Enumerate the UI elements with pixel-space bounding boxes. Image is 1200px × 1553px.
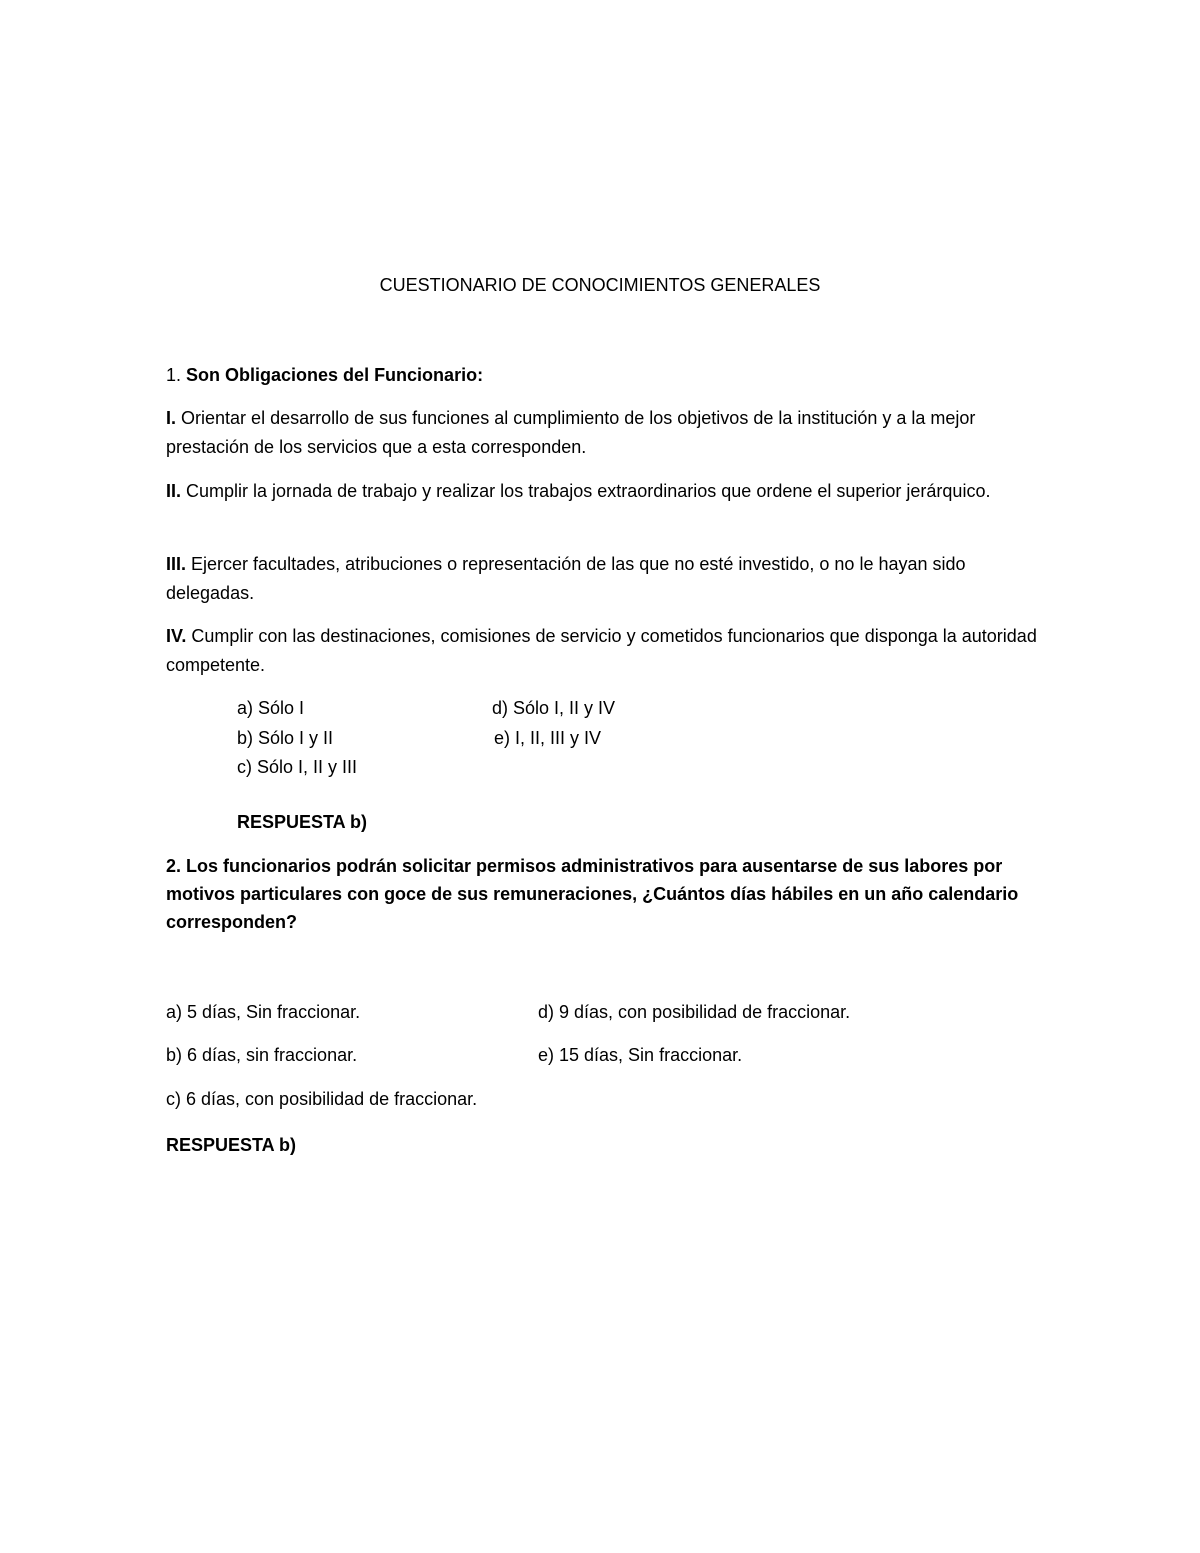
question-2-text: 2. Los funcionarios podrán solicitar permisos administrativos para ausentarse de sus labores por motivos particulares con goce de sus remuneraciones, ¿Cuántos días hábiles en un año calendario corresponden? (166, 856, 1019, 932)
question-1-option-d: d) Sólo I, II y IV (492, 698, 616, 718)
item-numeral: IV. (166, 626, 187, 646)
question-1-option-c: c) Sólo I, II y III (237, 757, 358, 777)
item-text: Ejercer facultades, atribuciones o representación de las que no esté investido, o no le hayan sido delegadas. (166, 554, 966, 603)
question-1-item-iv (166, 622, 1046, 680)
question-1-option-a: a) Sólo I (237, 698, 305, 718)
question-1-title: Son Obligaciones del Funcionario: (186, 365, 484, 385)
document-title: CUESTIONARIO DE CONOCIMIENTOS GENERALES (379, 275, 821, 295)
item-numeral: I. (166, 408, 177, 428)
question-1-option-e: e) I, II, III y IV (494, 728, 602, 748)
item-text: Cumplir la jornada de trabajo y realizar los trabajos extraordinarios que ordene el superior jerárquico. (186, 481, 991, 501)
question-1-item-ii (166, 477, 1046, 506)
question-1-item-i (166, 404, 1046, 462)
question-2-option-a: a) 5 días, Sin fraccionar. (166, 1002, 361, 1022)
item-numeral: III. (166, 554, 187, 574)
question-2-answer: RESPUESTA b) (166, 1135, 297, 1155)
question-1-item-iii (166, 550, 1046, 608)
question-1-heading (166, 364, 483, 386)
question-1-option-b: b) Sólo I y II (237, 728, 334, 748)
question-1-number: 1. (166, 365, 182, 385)
question-2-option-b: b) 6 días, sin fraccionar. (166, 1045, 358, 1065)
question-1-answer: RESPUESTA b) (237, 812, 368, 832)
item-text: Orientar el desarrollo de sus funciones al cumplimiento de los objetivos de la institución y a la mejor prestación de los servicios que a esta corresponden. (166, 408, 976, 457)
item-text: Cumplir con las destinaciones, comisiones de servicio y cometidos funcionarios que disponga la autoridad competente. (166, 626, 1037, 675)
item-numeral: II. (166, 481, 182, 501)
question-2-option-c: c) 6 días, con posibilidad de fraccionar. (166, 1089, 478, 1109)
question-2-option-d: d) 9 días, con posibilidad de fraccionar. (538, 1002, 851, 1022)
question-2-option-e: e) 15 días, Sin fraccionar. (538, 1045, 743, 1065)
